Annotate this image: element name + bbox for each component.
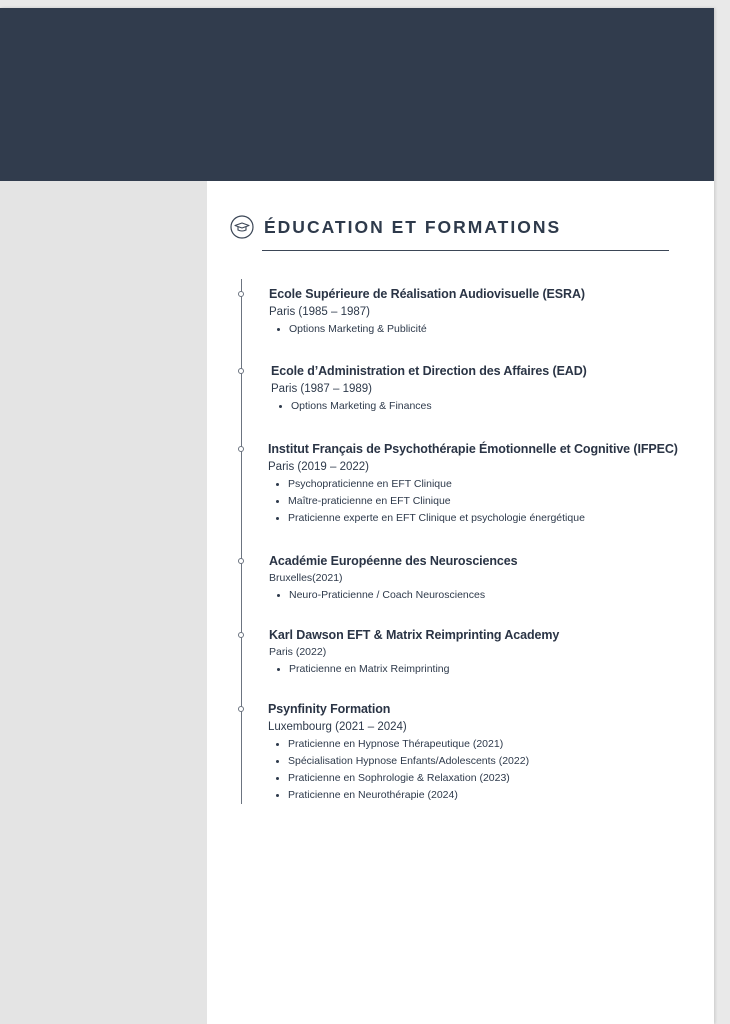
entry-place: Paris (2019 – 2022) <box>268 461 370 473</box>
entry-school: Psynfinity Formation <box>268 702 391 716</box>
entry-items <box>271 398 587 415</box>
entry-place: Paris (1985 – 1987) <box>269 306 371 318</box>
entry-items <box>268 736 529 804</box>
entry-school: Karl Dawson EFT & Matrix Reimprinting Academy <box>269 628 560 642</box>
entry-item: Spécialisation Hypnose Enfants/Adolescents (2022) <box>274 753 529 770</box>
entry-item: Praticienne en Neurothérapie (2024) <box>274 787 529 804</box>
timeline-line <box>241 279 242 804</box>
entry-item: Praticienne experte en EFT Clinique et psychologie énergétique <box>274 510 678 527</box>
resume-page <box>0 8 714 1024</box>
section-header <box>230 213 670 253</box>
entry-school: Institut Français de Psychothérapie Émotionnelle et Cognitive (IFPEC) <box>268 442 678 456</box>
timeline-dot <box>238 368 244 374</box>
entry-item: Neuro-Praticienne / Coach Neurosciences <box>275 587 518 604</box>
education-section <box>207 181 714 1024</box>
entry-item: Praticienne en Matrix Reimprinting <box>275 661 559 678</box>
sidebar-panel <box>0 181 207 1024</box>
entry-item: Praticienne en Sophrologie & Relaxation (2023) <box>274 770 529 787</box>
entry-place: Paris (1987 – 1989) <box>271 383 373 395</box>
entry-item: Psychopraticienne en EFT Clinique <box>274 476 678 493</box>
entry-place: Luxembourg (2021 – 2024) <box>268 721 407 733</box>
entry-school: Ecole Supérieure de Réalisation Audiovisuelle (ESRA) <box>269 287 585 301</box>
graduation-cap-icon <box>230 215 254 239</box>
entry-school: Académie Européenne des Neurosciences <box>269 554 518 568</box>
entry-place: Paris (2022) <box>269 646 327 658</box>
entry-item: Praticienne en Hypnose Thérapeutique (2021) <box>274 736 529 753</box>
entry-items <box>269 321 585 338</box>
timeline-dot <box>238 446 244 452</box>
entry-item: Options Marketing & Finances <box>277 398 587 415</box>
timeline-dot <box>238 291 244 297</box>
section-divider <box>262 250 669 251</box>
timeline-dot <box>238 706 244 712</box>
entry-items <box>268 476 678 527</box>
header-banner <box>0 8 714 181</box>
timeline-dot <box>238 558 244 564</box>
timeline-dot <box>238 632 244 638</box>
section-title: ÉDUCATION ET FORMATIONS <box>264 217 562 237</box>
entry-items <box>269 661 559 678</box>
entry-school: Ecole d’Administration et Direction des Affaires (EAD) <box>271 364 587 378</box>
entry-items <box>269 587 518 604</box>
entry-item: Maître-praticienne en EFT Clinique <box>274 493 678 510</box>
entry-place: Bruxelles(2021) <box>269 572 343 584</box>
entry-item: Options Marketing & Publicité <box>275 321 585 338</box>
